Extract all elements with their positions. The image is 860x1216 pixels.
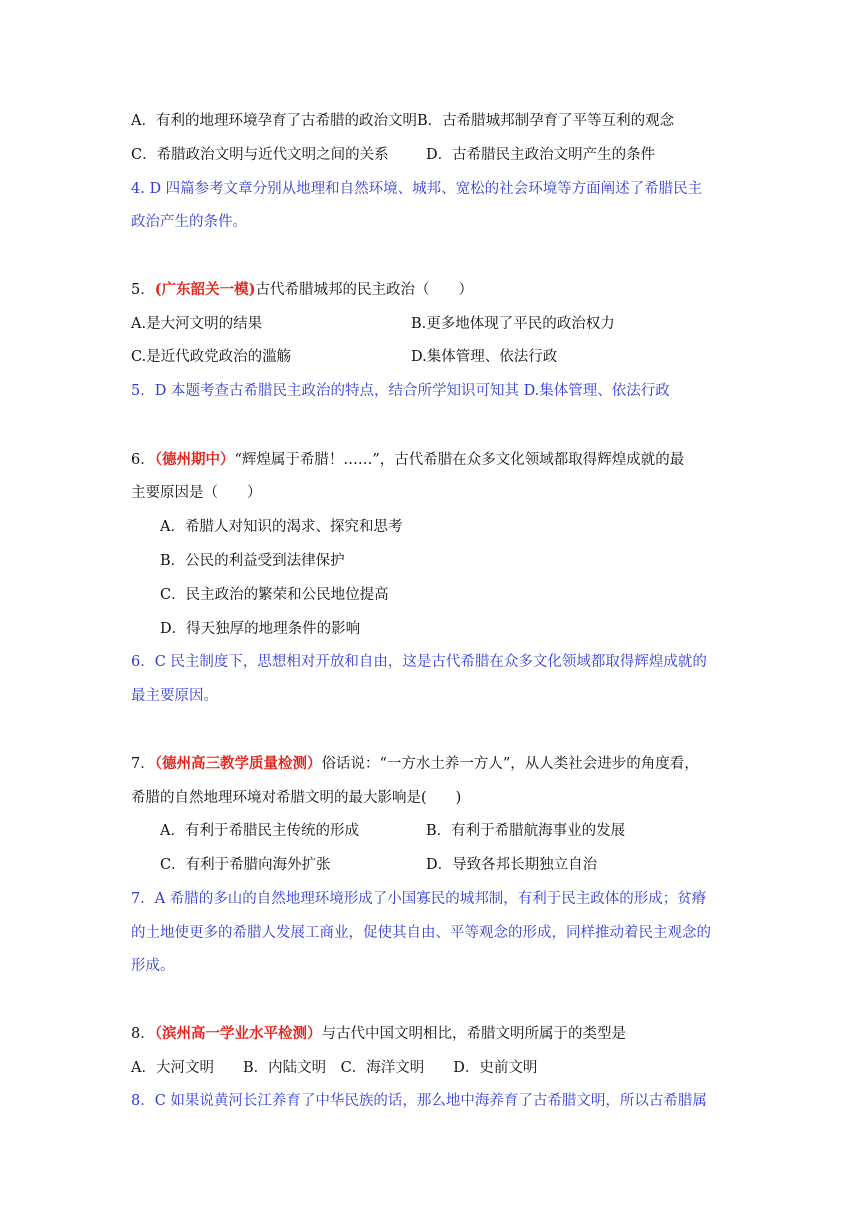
q6-stem-text-1: “辉煌属于希腊！……”，古代希腊在众多文化领域都取得辉煌成就的最 [234, 452, 685, 468]
q5-option-row-1 [131, 314, 615, 334]
q7-option-d: D．导致各邦长期独立自治 [426, 857, 598, 873]
q6-option-b: B．公民的利益受到法律保护 [160, 553, 345, 569]
q7-answer-line-1: 7．A 希腊的多山的自然地理环境形成了小国寡民的城邦制，有利于民主政体的形成；贫瘠 [131, 891, 707, 907]
q3-option-c: C．希腊政治文明与近代文明之间的关系 [131, 147, 389, 163]
q8-source: （滨州高一学业水平检测） [154, 1025, 322, 1042]
q8-stem-text: 与古代中国文明相比，希腊文明所属于的类型是 [321, 1026, 626, 1042]
q6-answer-line-2: 最主要原因。 [131, 688, 218, 704]
q7-stem-line-1 [131, 754, 699, 774]
q4-answer-line-2: 政治产生的条件。 [131, 214, 247, 230]
q5-stem [131, 280, 473, 300]
q6-source: （德州期中） [154, 451, 235, 468]
q5-number: 5． [131, 282, 155, 298]
q3-option-d: D．古希腊民主政治文明产生的条件 [426, 147, 656, 163]
q5-stem-text: 古代希腊城邦的民主政治（ ） [255, 282, 473, 298]
q3-option-row-1 [131, 111, 674, 131]
q7-stem-line-2: 希腊的自然地理环境对希腊文明的最大影响是( ) [131, 790, 462, 806]
q5-option-c: C.是近代政党政治的滥觞 [131, 349, 292, 365]
q7-answer-line-3: 形成。 [131, 958, 175, 974]
q5-source: (广东韶关一模) [154, 281, 256, 298]
q6-answer-line-1: 6．C 民主制度下，思想相对开放和自由，这是古代希腊在众多文化领域都取得辉煌成就的 [131, 654, 707, 670]
q5-option-a: A.是大河文明的结果 [131, 316, 263, 332]
q5-option-b: B.更多地体现了平民的政治权力 [411, 316, 615, 332]
q8-number: 8． [131, 1026, 155, 1042]
q7-option-row-1 [160, 821, 626, 841]
q3-option-row-2 [131, 145, 656, 165]
q7-option-a: A．有利于希腊民主传统的形成 [160, 823, 359, 839]
q4-answer-line-1: 4. D 四篇参考文章分别从地理和自然环境、城邦、宽松的社会环境等方面阐述了希腊民主 [131, 181, 703, 197]
q3-option-b: B．古希腊城邦制孕育了平等互利的观念 [416, 113, 675, 129]
q6-option-d: D．得天独厚的地理条件的影响 [160, 621, 361, 637]
q6-option-a: A．希腊人对知识的渴求、探究和思考 [160, 519, 403, 535]
q7-number: 7． [131, 756, 155, 772]
q6-stem-line-1 [131, 450, 684, 470]
q8-options: A．大河文明 B．内陆文明 C．海洋文明 D．史前文明 [131, 1060, 538, 1076]
q7-answer-line-2: 的土地使更多的希腊人发展工商业，促使其自由、平等观念的形成，同样推动着民主观念的 [131, 925, 711, 941]
q5-option-row-2 [131, 347, 558, 367]
q6-number: 6． [131, 452, 155, 468]
q6-stem-line-2: 主要原因是（ ） [131, 485, 262, 501]
q5-option-d: D.集体管理、依法行政 [411, 349, 558, 365]
q8-answer: 8．C 如果说黄河长江养育了中华民族的话，那么地中海养育了古希腊文明，所以古希腊属 [131, 1093, 707, 1109]
q8-stem [131, 1024, 626, 1044]
q7-stem-text-1: 俗话说：“一方水土养一方人”，从人类社会进步的角度看， [321, 756, 699, 772]
q7-option-row-2 [160, 855, 598, 875]
q5-answer: 5．D 本题考查古希腊民主政治的特点，结合所学知识可知其 D.集体管理、依法行政 [131, 383, 670, 399]
q7-option-c: C．有利于希腊向海外扩张 [160, 857, 331, 873]
q3-option-a: A．有利的地理环境孕育了古希腊的政治文明 [131, 113, 417, 129]
q7-option-b: B．有利于希腊航海事业的发展 [426, 823, 626, 839]
q7-source: （德州高三教学质量检测） [154, 755, 322, 772]
q6-option-c: C．民主政治的繁荣和公民地位提高 [160, 587, 389, 603]
